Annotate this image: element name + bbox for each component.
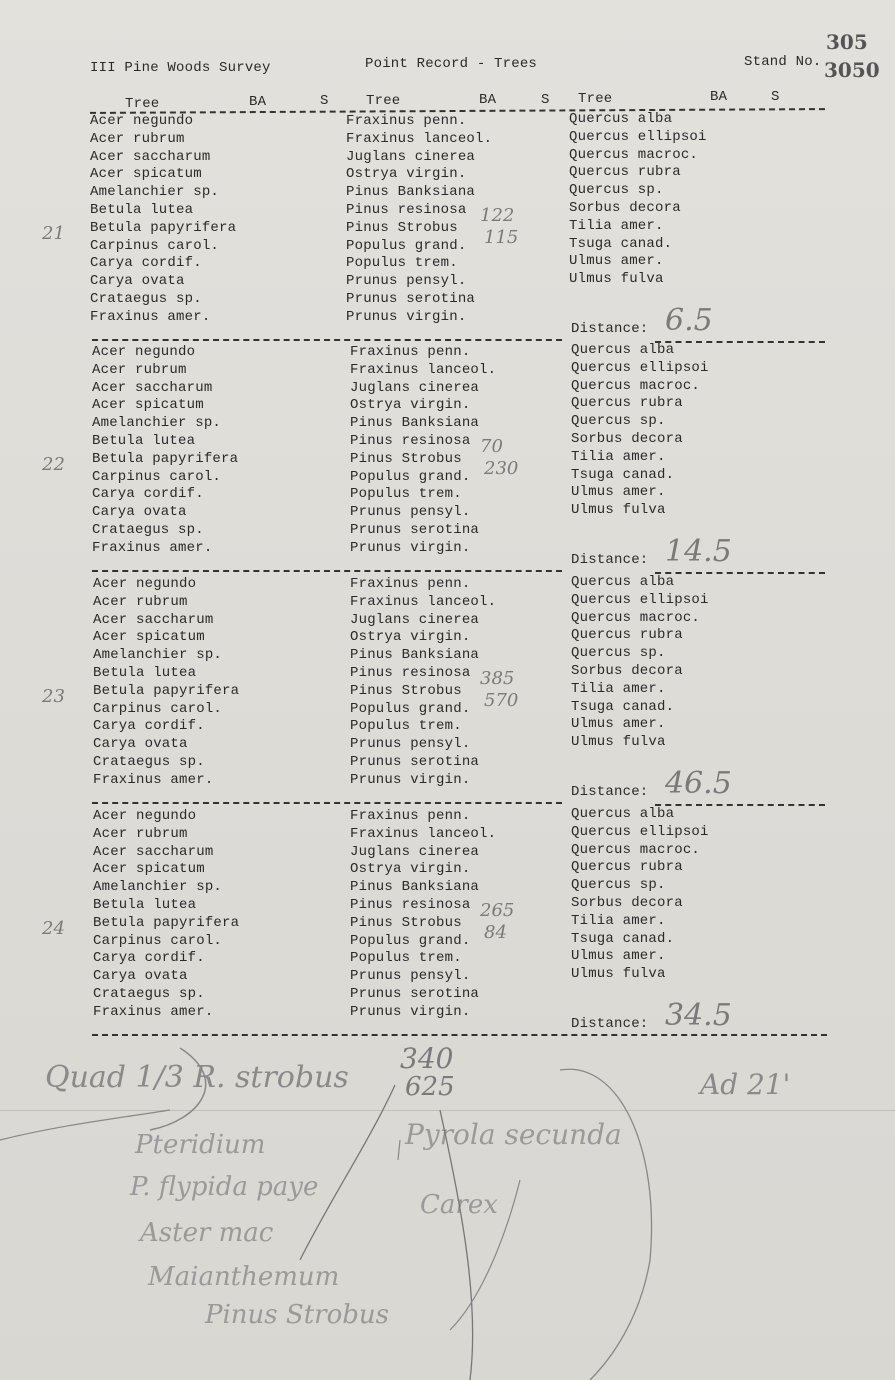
ad-note: Ad 21' <box>700 1068 791 1101</box>
species-col1-item: Acer spicatum <box>93 629 205 646</box>
species-col1-item: Acer spicatum <box>93 861 205 878</box>
species-col2-item: Prunus virgin. <box>350 539 471 556</box>
record-title: Point Record - Trees <box>365 56 538 72</box>
distance-label: Distance: <box>571 1016 649 1032</box>
species-col1-item: Acer saccharum <box>92 379 213 396</box>
species-col3-item: Quercus ellipsoi <box>571 359 709 376</box>
species-col1-item: Acer spicatum <box>90 166 202 183</box>
species-col2-item: Prunus virgin. <box>350 1003 471 1020</box>
species-col2-item: Populus grand. <box>350 932 471 949</box>
species-col1-item: Acer spicatum <box>92 397 204 414</box>
species-col1-item: Carpinus carol. <box>90 237 220 254</box>
species-col1-item: Acer saccharum <box>93 611 214 628</box>
col-header-s-1: S <box>320 93 329 109</box>
species-col2-item: Fraxinus lanceol. <box>346 130 493 147</box>
species-col3-item: Ulmus fulva <box>571 502 666 519</box>
species-col2-item: Prunus serotina <box>350 522 480 538</box>
species-col1-item: Amelanchier sp. <box>93 647 223 664</box>
fraction-bottom: 625 <box>405 1072 455 1102</box>
point-number: 21 <box>42 223 65 244</box>
distance-value: 46.5 <box>665 766 732 801</box>
species-col2-item: Fraxinus penn. <box>346 113 467 129</box>
species-col2-item: Prunus pensyl. <box>346 273 467 290</box>
species-col1-item: Betula papyrifera <box>90 219 237 236</box>
fraction-top: 340 <box>400 1042 454 1075</box>
species-col3-item: Quercus sp. <box>571 645 666 662</box>
species-col1-item: Betula lutea <box>93 665 197 681</box>
paper-fold <box>0 1110 895 1111</box>
species-col1-item: Acer saccharum <box>93 843 214 860</box>
pinus-strobus-note-1: 385 <box>480 668 515 689</box>
species-col3-item: Quercus ellipsoi <box>571 823 709 840</box>
herb-note-2: P. flypida paye <box>130 1172 319 1202</box>
species-col1-item: Betula lutea <box>90 202 194 218</box>
species-col1-item: Carya ovata <box>93 968 188 985</box>
species-col3-item: Quercus sp. <box>571 877 666 894</box>
species-col2-item: Ostrya virgin. <box>350 397 471 414</box>
species-col1-item: Crataegus sp. <box>93 754 205 770</box>
species-col2-item: Fraxinus penn. <box>350 344 471 360</box>
herb-note-5: Pinus Strobus <box>205 1300 389 1330</box>
species-col2-item: Prunus serotina <box>350 754 480 770</box>
species-col1-item: Acer saccharum <box>90 148 211 165</box>
species-col1-item: Carya cordif. <box>93 718 205 735</box>
species-col2-item: Fraxinus lanceol. <box>350 361 497 378</box>
species-col3-item: Tsuga canad. <box>571 466 675 483</box>
species-col1-item: Carya cordif. <box>92 486 204 503</box>
species-col3-item: Ulmus fulva <box>571 734 666 751</box>
species-col1-item: Crataegus sp. <box>93 986 205 1002</box>
stand-number-bottom: 3050 <box>824 58 880 82</box>
species-col3-item: Quercus ellipsoi <box>571 591 709 608</box>
point-number: 22 <box>42 454 65 475</box>
species-col3-item: Quercus rubra <box>569 164 681 181</box>
species-col2-item: Pinus Banksiana <box>350 415 480 432</box>
species-col2-item: Populus grand. <box>350 700 471 717</box>
distance-label: Distance: <box>571 784 649 800</box>
species-col1-item: Acer rubrum <box>93 593 188 610</box>
species-col2-item: Fraxinus penn. <box>350 576 471 592</box>
block-divider <box>92 570 562 572</box>
pinus-strobus-note-2: 115 <box>484 227 519 248</box>
species-col2-item: Populus trem. <box>346 255 458 272</box>
species-col3-item: Ulmus fulva <box>569 271 664 288</box>
species-col1-item: Carpinus carol. <box>93 932 223 949</box>
pinus-strobus-note-1: 122 <box>480 205 515 226</box>
species-col1-item: Carpinus carol. <box>92 468 222 485</box>
pinus-strobus-note-2: 230 <box>484 458 519 479</box>
species-col1-item: Fraxinus amer. <box>93 1003 214 1020</box>
species-col3-item: Tsuga canad. <box>569 235 673 252</box>
block-divider <box>92 1034 827 1036</box>
herb-note-4: Maianthemum <box>148 1262 340 1292</box>
pinus-strobus-note-1: 265 <box>480 900 515 921</box>
species-col1-item: Amelanchier sp. <box>93 879 223 896</box>
species-col3-item: Ulmus amer. <box>569 253 664 270</box>
survey-title: III Pine Woods Survey <box>90 60 271 76</box>
species-col2-item: Pinus resinosa <box>350 433 471 449</box>
species-col2-item: Pinus resinosa <box>346 202 467 218</box>
species-col2-item: Populus grand. <box>346 237 467 254</box>
herb-note-7: Carex <box>420 1190 498 1220</box>
species-col1-item: Betula papyrifera <box>93 914 240 931</box>
species-col3-item: Tilia amer. <box>569 217 664 234</box>
species-col2-item: Prunus serotina <box>350 986 480 1002</box>
species-col2-item: Populus trem. <box>350 718 462 735</box>
species-col1-item: Betula papyrifera <box>93 682 240 699</box>
distance-label: Distance: <box>571 321 649 337</box>
species-col3-item: Quercus macroc. <box>571 841 701 858</box>
species-col2-item: Pinus resinosa <box>350 665 471 681</box>
species-col2-item: Ostrya virgin. <box>350 861 471 878</box>
species-col2-item: Pinus Strobus <box>350 914 462 931</box>
species-col2-item: Prunus pensyl. <box>350 968 471 985</box>
species-col1-item: Crataegus sp. <box>92 522 204 538</box>
species-col3-item: Quercus alba <box>571 574 675 590</box>
distance-value: 34.5 <box>665 998 732 1033</box>
species-col2-item: Fraxinus penn. <box>350 808 471 824</box>
distance-value: 6.5 <box>665 303 713 338</box>
species-col3-item: Ulmus amer. <box>571 948 666 965</box>
species-col2-item: Populus grand. <box>350 468 471 485</box>
col-header-ba-1: BA <box>249 94 267 110</box>
species-col2-item: Pinus Banksiana <box>350 647 480 664</box>
species-col2-item: Prunus pensyl. <box>350 736 471 753</box>
species-col2-item: Fraxinus lanceol. <box>350 825 497 842</box>
species-col3-item: Quercus rubra <box>571 395 683 412</box>
species-col1-item: Acer negundo <box>93 808 197 824</box>
species-col2-item: Fraxinus lanceol. <box>350 593 497 610</box>
species-col1-item: Acer negundo <box>92 344 196 360</box>
species-col1-item: Crataegus sp. <box>90 291 202 307</box>
col-header-tree-3: Tree <box>578 91 613 107</box>
species-col1-item: Betula papyrifera <box>92 450 239 467</box>
species-col3-item: Quercus rubra <box>571 859 683 876</box>
species-col3-item: Quercus macroc. <box>571 609 701 626</box>
block-divider-right <box>655 572 825 574</box>
species-col2-item: Populus trem. <box>350 486 462 503</box>
quad-note: Quad 1/3 R. strobus <box>45 1060 349 1095</box>
species-col3-item: Tilia amer. <box>571 448 666 465</box>
col-header-ba-3: BA <box>710 89 728 105</box>
species-col3-item: Quercus ellipsoi <box>569 128 707 145</box>
species-col2-item: Pinus Strobus <box>346 219 458 236</box>
pinus-strobus-note-2: 570 <box>484 690 519 711</box>
herb-note-3: Aster mac <box>140 1218 274 1248</box>
species-col3-item: Quercus alba <box>571 342 675 358</box>
species-col2-item: Prunus virgin. <box>346 308 467 325</box>
species-col2-item: Ostrya virgin. <box>350 629 471 646</box>
species-col2-item: Pinus Banksiana <box>350 879 480 896</box>
species-col1-item: Betula lutea <box>93 897 197 913</box>
species-col1-item: Carya ovata <box>90 273 185 290</box>
species-col1-item: Amelanchier sp. <box>92 415 222 432</box>
distance-value: 14.5 <box>665 534 732 569</box>
species-col3-item: Quercus alba <box>569 111 673 127</box>
block-divider <box>92 802 562 804</box>
block-divider-right <box>655 341 825 343</box>
species-col3-item: Quercus macroc. <box>569 146 699 163</box>
species-col1-item: Betula lutea <box>92 433 196 449</box>
col-header-tree-1: Tree <box>125 96 160 112</box>
species-col1-item: Carya ovata <box>92 504 187 521</box>
species-col2-item: Pinus resinosa <box>350 897 471 913</box>
col-header-s-3: S <box>771 89 780 105</box>
species-col2-item: Juglans cinerea <box>346 148 476 165</box>
species-col3-item: Tilia amer. <box>571 912 666 929</box>
species-col1-item: Amelanchier sp. <box>90 184 220 201</box>
species-col3-item: Ulmus amer. <box>571 716 666 733</box>
point-number: 24 <box>42 918 65 939</box>
species-col3-item: Tilia amer. <box>571 680 666 697</box>
species-col2-item: Juglans cinerea <box>350 611 480 628</box>
species-col2-item: Prunus virgin. <box>350 771 471 788</box>
species-col1-item: Carya cordif. <box>90 255 202 272</box>
species-col2-item: Populus trem. <box>350 950 462 967</box>
herb-note-1: Pteridium <box>135 1130 266 1160</box>
species-col1-item: Fraxinus amer. <box>93 771 214 788</box>
species-col3-item: Sorbus decora <box>569 200 681 216</box>
species-col3-item: Quercus sp. <box>571 413 666 430</box>
point-number: 23 <box>42 686 65 707</box>
stand-number-top: 305 <box>826 30 868 54</box>
species-col3-item: Sorbus decora <box>571 895 683 911</box>
species-col3-item: Tsuga canad. <box>571 930 675 947</box>
species-col1-item: Carya cordif. <box>93 950 205 967</box>
species-col2-item: Juglans cinerea <box>350 379 480 396</box>
species-col2-item: Pinus Strobus <box>350 682 462 699</box>
species-col3-item: Sorbus decora <box>571 663 683 679</box>
pinus-strobus-note-2: 84 <box>484 922 507 943</box>
species-col3-item: Quercus rubra <box>571 627 683 644</box>
species-col2-item: Pinus Strobus <box>350 450 462 467</box>
species-col1-item: Fraxinus amer. <box>92 539 213 556</box>
species-col3-item: Ulmus amer. <box>571 484 666 501</box>
herb-note-6: Pyrola secunda <box>405 1118 622 1151</box>
species-col1-item: Acer rubrum <box>93 825 188 842</box>
species-col2-item: Ostrya virgin. <box>346 166 467 183</box>
species-col3-item: Quercus macroc. <box>571 377 701 394</box>
species-col3-item: Sorbus decora <box>571 431 683 447</box>
species-col2-item: Pinus Banksiana <box>346 184 476 201</box>
distance-label: Distance: <box>571 552 649 568</box>
species-col3-item: Tsuga canad. <box>571 698 675 715</box>
block-divider <box>92 339 562 341</box>
col-header-s-2: S <box>541 92 550 108</box>
species-col3-item: Quercus alba <box>571 806 675 822</box>
species-col2-item: Prunus pensyl. <box>350 504 471 521</box>
species-col1-item: Acer negundo <box>90 113 194 129</box>
col-header-tree-2: Tree <box>366 93 401 109</box>
species-col2-item: Prunus serotina <box>346 291 476 307</box>
species-col2-item: Juglans cinerea <box>350 843 480 860</box>
species-col1-item: Fraxinus amer. <box>90 308 211 325</box>
block-divider-right <box>655 804 825 806</box>
pinus-strobus-note-1: 70 <box>480 436 503 457</box>
col-header-ba-2: BA <box>479 92 497 108</box>
species-col1-item: Acer negundo <box>93 576 197 592</box>
species-col3-item: Ulmus fulva <box>571 966 666 983</box>
species-col1-item: Acer rubrum <box>90 130 185 147</box>
species-col1-item: Carya ovata <box>93 736 188 753</box>
stand-label: Stand No. <box>744 54 822 70</box>
species-col3-item: Quercus sp. <box>569 182 664 199</box>
species-col1-item: Acer rubrum <box>92 361 187 378</box>
species-col1-item: Carpinus carol. <box>93 700 223 717</box>
